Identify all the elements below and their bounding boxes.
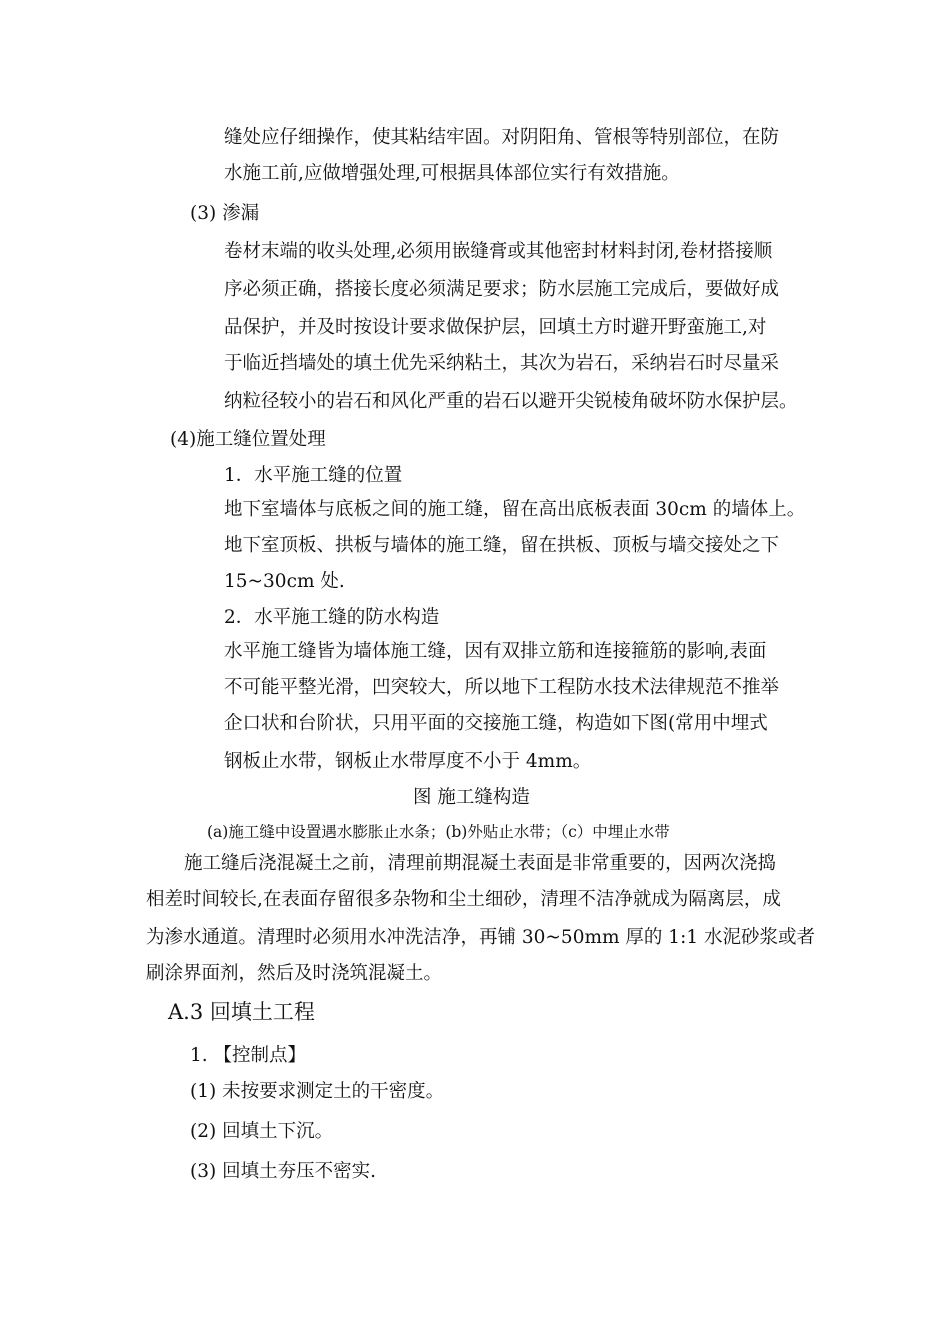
paragraph-line: 相差时间较长,在表面存留很多杂物和尘土细砂，清理不洁净就成为隔离层，成 [146,889,781,910]
paragraph-line: 卷材末端的收头处理,必须用嵌缝膏或其他密封材料封闭,卷材搭接顺 [224,241,773,262]
list-item: (2) 回填土下沉。 [190,1121,334,1142]
paragraph-line: 施工缝后浇混凝土之前，清理前期混凝土表面是非常重要的，因两次浇捣 [184,853,777,874]
paragraph-line: 地下室顶板、拱板与墙体的施工缝，留在拱板、顶板与墙交接处之下 [224,535,780,556]
subheading-leakage: (3) 渗漏 [190,203,260,224]
section-heading-a3: A.3 回填土工程 [168,1000,315,1024]
paragraph-line: 不可能平整光滑，凹突较大，所以地下工程防水技术法律规范不推举 [224,677,780,698]
list-item: (3) 回填土夯压不密实. [190,1161,376,1182]
paragraph-line: 纳粒径较小的岩石和风化严重的岩石以避开尖锐棱角破坏防水保护层。 [224,391,798,412]
paragraph-line: 品保护，并及时按设计要求做保护层，回填土方时避开野蛮施工,对 [224,317,767,338]
list-item: (1) 未按要求测定土的干密度。 [190,1081,445,1102]
paragraph-line: 序必须正确，搭接长度必须满足要求；防水层施工完成后，要做好成 [224,279,780,300]
figure-title: 图 施工缝构造 [413,787,530,808]
section-title: 1．水平施工缝的位置 [224,465,403,486]
subheading-construction-joint: (4)施工缝位置处理 [170,429,326,450]
paragraph-line: 刷涂界面剂，然后及时浇筑混凝土。 [146,963,443,984]
paragraph-line: 水施工前,应做增强处理,可根据具体部位实行有效措施。 [224,163,680,184]
figure-caption: (a)施工缝中设置遇水膨胀止水条；(b)外贴止水带；（c）中埋止水带 [207,823,670,841]
paragraph-line: 15~30cm 处. [224,571,345,592]
paragraph-line: 于临近挡墙处的填土优先采纳粘土，其次为岩石，采纳岩石时尽量采 [224,353,780,374]
control-points-title: 1. 【控制点】 [190,1045,307,1066]
paragraph-line: 为渗水通道。清理时必须用水冲洗洁净，再铺 30~50mm 厚的 1:1 水泥砂浆或者 [146,927,815,948]
paragraph-line: 钢板止水带，钢板止水带厚度不小于 4mm。 [224,751,592,772]
paragraph-line: 水平施工缝皆为墙体施工缝，因有双排立筋和连接箍筋的影响,表面 [224,641,767,662]
paragraph-line: 企口状和台阶状，只用平面的交接施工缝，构造如下图(常用中埋式 [224,713,768,734]
section-title: 2．水平施工缝的防水构造 [224,607,440,628]
paragraph-line: 地下室墙体与底板之间的施工缝，留在高出底板表面 30cm 的墙体上。 [224,499,806,520]
paragraph-line: 缝处应仔细操作，使其粘结牢固。对阴阳角、管根等特别部位，在防 [224,127,780,148]
